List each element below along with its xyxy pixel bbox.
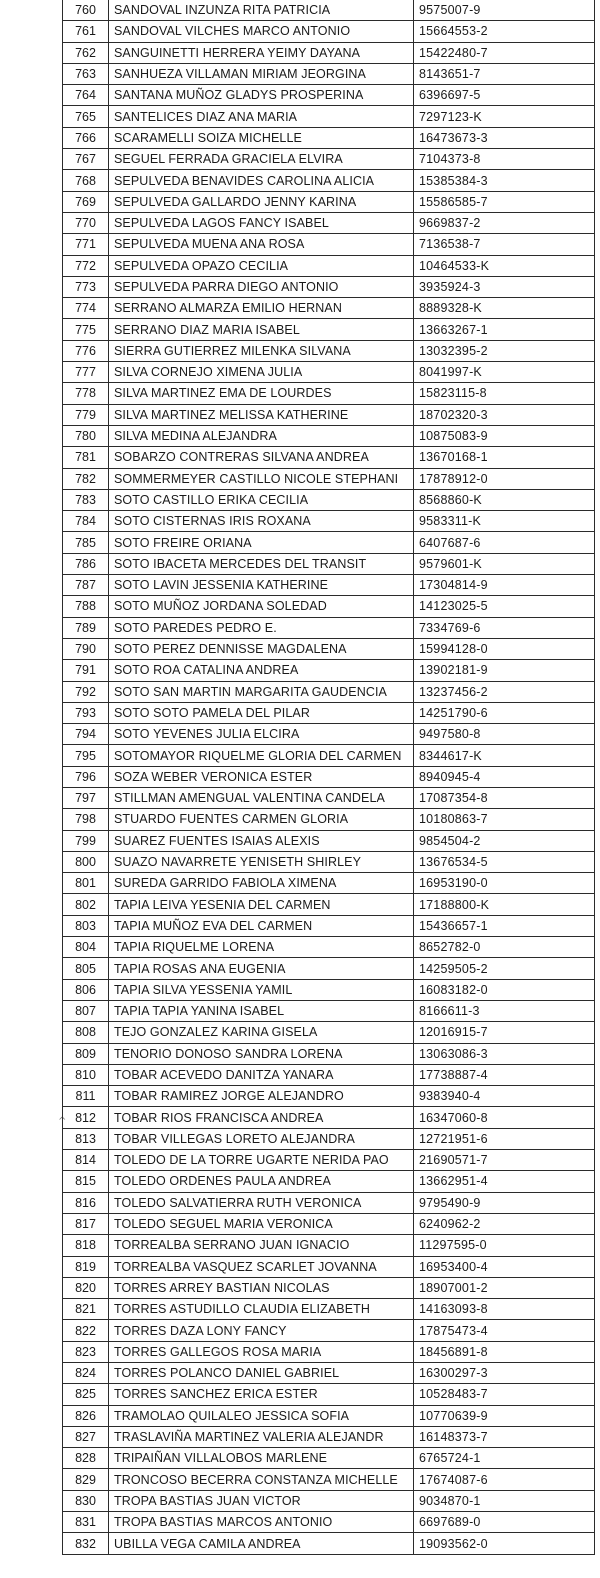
person-rut: 17674087-6 xyxy=(414,1469,595,1490)
person-name: SUAZO NAVARRETE YENISETH SHIRLEY xyxy=(109,851,414,872)
person-name: TAPIA TAPIA YANINA ISABEL xyxy=(109,1000,414,1021)
row-number: 769 xyxy=(63,191,109,212)
person-rut: 11297595-0 xyxy=(414,1235,595,1256)
person-rut: 17087354-8 xyxy=(414,787,595,808)
row-number: 781 xyxy=(63,447,109,468)
table-row xyxy=(63,511,595,532)
person-name: SEGUEL FERRADA GRACIELA ELVIRA xyxy=(109,149,414,170)
person-name: SILVA CORNEJO XIMENA JULIA xyxy=(109,362,414,383)
person-name: SOTO PEREZ DENNISSE MAGDALENA xyxy=(109,638,414,659)
roster-table xyxy=(62,0,595,1555)
table-row xyxy=(63,1000,595,1021)
person-name: SILVA MARTINEZ EMA DE LOURDES xyxy=(109,383,414,404)
row-number: 763 xyxy=(63,63,109,84)
person-rut: 13663267-1 xyxy=(414,319,595,340)
person-name: SERRANO DIAZ MARIA ISABEL xyxy=(109,319,414,340)
table-row xyxy=(63,468,595,489)
person-name: TAPIA MUÑOZ EVA DEL CARMEN xyxy=(109,915,414,936)
person-name: TEJO GONZALEZ KARINA GISELA xyxy=(109,1022,414,1043)
row-number: 828 xyxy=(63,1448,109,1469)
person-name: TORRES SANCHEZ ERICA ESTER xyxy=(109,1384,414,1405)
person-name: TOLEDO SEGUEL MARIA VERONICA xyxy=(109,1213,414,1234)
person-rut: 16953400-4 xyxy=(414,1256,595,1277)
person-name: TORRES POLANCO DANIEL GABRIEL xyxy=(109,1363,414,1384)
table-row xyxy=(63,340,595,361)
person-rut: 8652782-0 xyxy=(414,937,595,958)
table-row xyxy=(63,915,595,936)
table-row xyxy=(63,1341,595,1362)
person-rut: 9383940-4 xyxy=(414,1086,595,1107)
person-name: SEPULVEDA MUENA ANA ROSA xyxy=(109,234,414,255)
person-name: SANDOVAL VILCHES MARCO ANTONIO xyxy=(109,21,414,42)
person-name: SUREDA GARRIDO FABIOLA XIMENA xyxy=(109,873,414,894)
person-name: TRIPAIÑAN VILLALOBOS MARLENE xyxy=(109,1448,414,1469)
person-name: TOLEDO DE LA TORRE UGARTE NERIDA PAO xyxy=(109,1150,414,1171)
person-name: SOMMERMEYER CASTILLO NICOLE STEPHANI xyxy=(109,468,414,489)
row-number: 778 xyxy=(63,383,109,404)
row-number: 765 xyxy=(63,106,109,127)
row-number: 777 xyxy=(63,362,109,383)
person-rut: 13676534-5 xyxy=(414,851,595,872)
person-rut: 16473673-3 xyxy=(414,127,595,148)
table-row xyxy=(63,1128,595,1149)
person-rut: 8940945-4 xyxy=(414,766,595,787)
person-rut: 7136538-7 xyxy=(414,234,595,255)
person-name: SEPULVEDA PARRA DIEGO ANTONIO xyxy=(109,276,414,297)
person-rut: 6407687-6 xyxy=(414,532,595,553)
person-name: UBILLA VEGA CAMILA ANDREA xyxy=(109,1533,414,1554)
row-number: 829 xyxy=(63,1469,109,1490)
person-name: TOLEDO ORDENES PAULA ANDREA xyxy=(109,1171,414,1192)
person-name: SOTO ROA CATALINA ANDREA xyxy=(109,660,414,681)
table-row xyxy=(63,596,595,617)
row-number: 819 xyxy=(63,1256,109,1277)
table-row xyxy=(63,787,595,808)
row-number: 774 xyxy=(63,298,109,319)
person-rut: 17304814-9 xyxy=(414,575,595,596)
person-rut: 8041997-K xyxy=(414,362,595,383)
person-name: SEPULVEDA BENAVIDES CAROLINA ALICIA xyxy=(109,170,414,191)
row-number: 820 xyxy=(63,1277,109,1298)
row-number: 761 xyxy=(63,21,109,42)
row-number: 805 xyxy=(63,958,109,979)
table-row xyxy=(63,149,595,170)
person-name: SOZA WEBER VERONICA ESTER xyxy=(109,766,414,787)
person-name: SANDOVAL INZUNZA RITA PATRICIA xyxy=(109,0,414,21)
person-rut: 15586585-7 xyxy=(414,191,595,212)
table-row xyxy=(63,830,595,851)
caret-mark-icon: ^ xyxy=(58,1116,67,1127)
roster-body xyxy=(63,0,595,1554)
person-rut: 9583311-K xyxy=(414,511,595,532)
person-rut: 13237456-2 xyxy=(414,681,595,702)
person-name: TENORIO DONOSO SANDRA LORENA xyxy=(109,1043,414,1064)
row-number: 775 xyxy=(63,319,109,340)
row-number: 824 xyxy=(63,1363,109,1384)
person-name: TOBAR ACEVEDO DANITZA YANARA xyxy=(109,1064,414,1085)
table-row xyxy=(63,191,595,212)
table-row xyxy=(63,1086,595,1107)
person-name: TRAMOLAO QUILALEO JESSICA SOFIA xyxy=(109,1405,414,1426)
person-rut: 9034870-1 xyxy=(414,1490,595,1511)
person-name: SOTO LAVIN JESSENIA KATHERINE xyxy=(109,575,414,596)
person-rut: 14259505-2 xyxy=(414,958,595,979)
person-name: TRONCOSO BECERRA CONSTANZA MICHELLE xyxy=(109,1469,414,1490)
person-rut: 9669837-2 xyxy=(414,212,595,233)
table-row xyxy=(63,1469,595,1490)
table-row xyxy=(63,702,595,723)
table-row xyxy=(63,127,595,148)
person-name: SOTO YEVENES JULIA ELCIRA xyxy=(109,724,414,745)
person-name: SILVA MEDINA ALEJANDRA xyxy=(109,425,414,446)
row-number: 796 xyxy=(63,766,109,787)
person-name: SERRANO ALMARZA EMILIO HERNAN xyxy=(109,298,414,319)
person-name: SANTANA MUÑOZ GLADYS PROSPERINA xyxy=(109,85,414,106)
person-rut: 14251790-6 xyxy=(414,702,595,723)
person-rut: 17738887-4 xyxy=(414,1064,595,1085)
table-row xyxy=(63,298,595,319)
row-number: 783 xyxy=(63,489,109,510)
person-name: TRASLAVIÑA MARTINEZ VALERIA ALEJANDR xyxy=(109,1426,414,1447)
person-name: SUAREZ FUENTES ISAIAS ALEXIS xyxy=(109,830,414,851)
table-row xyxy=(63,21,595,42)
row-number: 792 xyxy=(63,681,109,702)
row-number: 831 xyxy=(63,1512,109,1533)
table-row xyxy=(63,1256,595,1277)
person-rut: 15664553-2 xyxy=(414,21,595,42)
person-rut: 12016915-7 xyxy=(414,1022,595,1043)
person-rut: 6697689-0 xyxy=(414,1512,595,1533)
person-name: TROPA BASTIAS MARCOS ANTONIO xyxy=(109,1512,414,1533)
table-row xyxy=(63,937,595,958)
person-name: TORRES GALLEGOS ROSA MARIA xyxy=(109,1341,414,1362)
person-rut: 15994128-0 xyxy=(414,638,595,659)
person-rut: 10528483-7 xyxy=(414,1384,595,1405)
table-row xyxy=(63,1192,595,1213)
table-row xyxy=(63,532,595,553)
row-number: 815 xyxy=(63,1171,109,1192)
table-row xyxy=(63,1107,595,1128)
person-name: SEPULVEDA OPAZO CECILIA xyxy=(109,255,414,276)
table-row xyxy=(63,1213,595,1234)
row-number: 776 xyxy=(63,340,109,361)
row-number: 786 xyxy=(63,553,109,574)
table-row xyxy=(63,447,595,468)
row-number: 795 xyxy=(63,745,109,766)
person-rut: 18907001-2 xyxy=(414,1277,595,1298)
row-number: 813 xyxy=(63,1128,109,1149)
table-row xyxy=(63,1171,595,1192)
table-row xyxy=(63,0,595,21)
person-name: SOTOMAYOR RIQUELME GLORIA DEL CARMEN xyxy=(109,745,414,766)
person-name: TAPIA ROSAS ANA EUGENIA xyxy=(109,958,414,979)
table-row xyxy=(63,212,595,233)
person-rut: 10464533-K xyxy=(414,255,595,276)
person-name: SANTELICES DIAZ ANA MARIA xyxy=(109,106,414,127)
person-rut: 14123025-5 xyxy=(414,596,595,617)
person-rut: 14163093-8 xyxy=(414,1299,595,1320)
person-rut: 15436657-1 xyxy=(414,915,595,936)
table-row xyxy=(63,1533,595,1554)
row-number: 771 xyxy=(63,234,109,255)
person-name: TORRES ASTUDILLO CLAUDIA ELIZABETH xyxy=(109,1299,414,1320)
table-row xyxy=(63,234,595,255)
table-row xyxy=(63,404,595,425)
person-name: TORREALBA VASQUEZ SCARLET JOVANNA xyxy=(109,1256,414,1277)
person-rut: 9497580-8 xyxy=(414,724,595,745)
person-name: TOBAR VILLEGAS LORETO ALEJANDRA xyxy=(109,1128,414,1149)
table-row xyxy=(63,362,595,383)
row-number: 782 xyxy=(63,468,109,489)
person-name: SOTO CISTERNAS IRIS ROXANA xyxy=(109,511,414,532)
person-name: SCARAMELLI SOIZA MICHELLE xyxy=(109,127,414,148)
person-rut: 8166611-3 xyxy=(414,1000,595,1021)
row-number: 801 xyxy=(63,873,109,894)
row-number: 790 xyxy=(63,638,109,659)
person-rut: 18702320-3 xyxy=(414,404,595,425)
person-name: TOLEDO SALVATIERRA RUTH VERONICA xyxy=(109,1192,414,1213)
table-row xyxy=(63,1490,595,1511)
person-rut: 9795490-9 xyxy=(414,1192,595,1213)
person-name: SILVA MARTINEZ MELISSA KATHERINE xyxy=(109,404,414,425)
table-row xyxy=(63,873,595,894)
row-number: 827 xyxy=(63,1426,109,1447)
table-row xyxy=(63,1320,595,1341)
person-rut: 8344617-K xyxy=(414,745,595,766)
person-rut: 10180863-7 xyxy=(414,809,595,830)
person-rut: 16148373-7 xyxy=(414,1426,595,1447)
table-row xyxy=(63,894,595,915)
row-number: 768 xyxy=(63,170,109,191)
table-row xyxy=(63,1235,595,1256)
person-rut: 12721951-6 xyxy=(414,1128,595,1149)
table-row xyxy=(63,276,595,297)
person-rut: 15823115-8 xyxy=(414,383,595,404)
table-row xyxy=(63,383,595,404)
row-number: 823 xyxy=(63,1341,109,1362)
row-number: 832 xyxy=(63,1533,109,1554)
row-number: 788 xyxy=(63,596,109,617)
person-rut: 13662951-4 xyxy=(414,1171,595,1192)
person-name: SOTO FREIRE ORIANA xyxy=(109,532,414,553)
table-row xyxy=(63,809,595,830)
person-rut: 16083182-0 xyxy=(414,979,595,1000)
row-number: 797 xyxy=(63,787,109,808)
person-name: SOTO MUÑOZ JORDANA SOLEDAD xyxy=(109,596,414,617)
person-name: SOTO IBACETA MERCEDES DEL TRANSIT xyxy=(109,553,414,574)
person-name: SEPULVEDA LAGOS FANCY ISABEL xyxy=(109,212,414,233)
person-name: SOTO SOTO PAMELA DEL PILAR xyxy=(109,702,414,723)
row-number: 821 xyxy=(63,1299,109,1320)
row-number: 811 xyxy=(63,1086,109,1107)
person-name: SOTO PAREDES PEDRO E. xyxy=(109,617,414,638)
row-number: 762 xyxy=(63,42,109,63)
row-number: 798 xyxy=(63,809,109,830)
table-row xyxy=(63,319,595,340)
table-row xyxy=(63,745,595,766)
row-number: 806 xyxy=(63,979,109,1000)
person-rut: 10875083-9 xyxy=(414,425,595,446)
person-rut: 9854504-2 xyxy=(414,830,595,851)
person-name: SOTO CASTILLO ERIKA CECILIA xyxy=(109,489,414,510)
table-row xyxy=(63,85,595,106)
person-rut: 21690571-7 xyxy=(414,1150,595,1171)
table-row xyxy=(63,63,595,84)
row-number: 800 xyxy=(63,851,109,872)
row-number: 770 xyxy=(63,212,109,233)
table-row xyxy=(63,575,595,596)
person-rut: 17875473-4 xyxy=(414,1320,595,1341)
table-row xyxy=(63,617,595,638)
person-rut: 8889328-K xyxy=(414,298,595,319)
table-row xyxy=(63,255,595,276)
row-number: 787 xyxy=(63,575,109,596)
person-name: SEPULVEDA GALLARDO JENNY KARINA xyxy=(109,191,414,212)
row-number: 779 xyxy=(63,404,109,425)
row-number: 767 xyxy=(63,149,109,170)
table-row xyxy=(63,106,595,127)
person-name: TOBAR RIOS FRANCISCA ANDREA xyxy=(109,1107,414,1128)
row-number: 780 xyxy=(63,425,109,446)
row-number: 822 xyxy=(63,1320,109,1341)
row-number: 773 xyxy=(63,276,109,297)
person-rut: 7334769-6 xyxy=(414,617,595,638)
person-rut: 9579601-K xyxy=(414,553,595,574)
row-number: 760 xyxy=(63,0,109,21)
person-rut: 16347060-8 xyxy=(414,1107,595,1128)
row-number: 814 xyxy=(63,1150,109,1171)
row-number: 825 xyxy=(63,1384,109,1405)
table-row xyxy=(63,979,595,1000)
person-name: TORREALBA SERRANO JUAN IGNACIO xyxy=(109,1235,414,1256)
row-number: 808 xyxy=(63,1022,109,1043)
table-row xyxy=(63,638,595,659)
person-rut: 7297123-K xyxy=(414,106,595,127)
table-row xyxy=(63,1043,595,1064)
person-rut: 13063086-3 xyxy=(414,1043,595,1064)
table-row xyxy=(63,681,595,702)
row-number: 826 xyxy=(63,1405,109,1426)
table-row xyxy=(63,425,595,446)
table-row xyxy=(63,42,595,63)
row-number: 784 xyxy=(63,511,109,532)
person-name: SANGUINETTI HERRERA YEIMY DAYANA xyxy=(109,42,414,63)
person-name: TAPIA LEIVA YESENIA DEL CARMEN xyxy=(109,894,414,915)
table-row xyxy=(63,851,595,872)
person-rut: 17878912-0 xyxy=(414,468,595,489)
table-row xyxy=(63,1277,595,1298)
table-row xyxy=(63,553,595,574)
row-number: 817 xyxy=(63,1213,109,1234)
person-name: STILLMAN AMENGUAL VALENTINA CANDELA xyxy=(109,787,414,808)
row-number: 812 xyxy=(63,1107,109,1128)
person-rut: 8143651-7 xyxy=(414,63,595,84)
row-number: 804 xyxy=(63,937,109,958)
person-rut: 10770639-9 xyxy=(414,1405,595,1426)
person-name: SOBARZO CONTRERAS SILVANA ANDREA xyxy=(109,447,414,468)
person-name: SANHUEZA VILLAMAN MIRIAM JEORGINA xyxy=(109,63,414,84)
table-row xyxy=(63,170,595,191)
person-name: TOBAR RAMIREZ JORGE ALEJANDRO xyxy=(109,1086,414,1107)
row-number: 803 xyxy=(63,915,109,936)
person-rut: 19093562-0 xyxy=(414,1533,595,1554)
row-number: 785 xyxy=(63,532,109,553)
person-rut: 8568860-K xyxy=(414,489,595,510)
row-number: 802 xyxy=(63,894,109,915)
person-rut: 3935924-3 xyxy=(414,276,595,297)
person-rut: 18456891-8 xyxy=(414,1341,595,1362)
row-number: 789 xyxy=(63,617,109,638)
row-number: 809 xyxy=(63,1043,109,1064)
person-rut: 13670168-1 xyxy=(414,447,595,468)
table-row xyxy=(63,660,595,681)
person-name: TROPA BASTIAS JUAN VICTOR xyxy=(109,1490,414,1511)
row-number: 816 xyxy=(63,1192,109,1213)
table-row xyxy=(63,766,595,787)
row-number: 807 xyxy=(63,1000,109,1021)
person-rut: 16300297-3 xyxy=(414,1363,595,1384)
person-name: TAPIA RIQUELME LORENA xyxy=(109,937,414,958)
person-rut: 16953190-0 xyxy=(414,873,595,894)
person-rut: 6765724-1 xyxy=(414,1448,595,1469)
row-number: 799 xyxy=(63,830,109,851)
table-row xyxy=(63,1363,595,1384)
row-number: 810 xyxy=(63,1064,109,1085)
table-row xyxy=(63,1384,595,1405)
row-number: 764 xyxy=(63,85,109,106)
person-rut: 9575007-9 xyxy=(414,0,595,21)
person-name: STUARDO FUENTES CARMEN GLORIA xyxy=(109,809,414,830)
table-row xyxy=(63,1448,595,1469)
table-row xyxy=(63,489,595,510)
table-row xyxy=(63,1022,595,1043)
person-name: SIERRA GUTIERREZ MILENKA SILVANA xyxy=(109,340,414,361)
person-rut: 13032395-2 xyxy=(414,340,595,361)
row-number: 772 xyxy=(63,255,109,276)
person-rut: 6240962-2 xyxy=(414,1213,595,1234)
person-rut: 13902181-9 xyxy=(414,660,595,681)
row-number: 830 xyxy=(63,1490,109,1511)
row-number: 793 xyxy=(63,702,109,723)
person-name: TAPIA SILVA YESSENIA YAMIL xyxy=(109,979,414,1000)
table-row xyxy=(63,724,595,745)
row-number: 766 xyxy=(63,127,109,148)
table-row xyxy=(63,1299,595,1320)
table-row xyxy=(63,1512,595,1533)
person-rut: 6396697-5 xyxy=(414,85,595,106)
table-row xyxy=(63,1405,595,1426)
row-number: 794 xyxy=(63,724,109,745)
row-number: 791 xyxy=(63,660,109,681)
person-name: TORRES DAZA LONY FANCY xyxy=(109,1320,414,1341)
table-row xyxy=(63,1150,595,1171)
row-number: 818 xyxy=(63,1235,109,1256)
person-rut: 7104373-8 xyxy=(414,149,595,170)
person-name: TORRES ARREY BASTIAN NICOLAS xyxy=(109,1277,414,1298)
person-rut: 15422480-7 xyxy=(414,42,595,63)
table-row xyxy=(63,958,595,979)
person-rut: 15385384-3 xyxy=(414,170,595,191)
person-rut: 17188800-K xyxy=(414,894,595,915)
table-row xyxy=(63,1064,595,1085)
person-name: SOTO SAN MARTIN MARGARITA GAUDENCIA xyxy=(109,681,414,702)
table-row xyxy=(63,1426,595,1447)
